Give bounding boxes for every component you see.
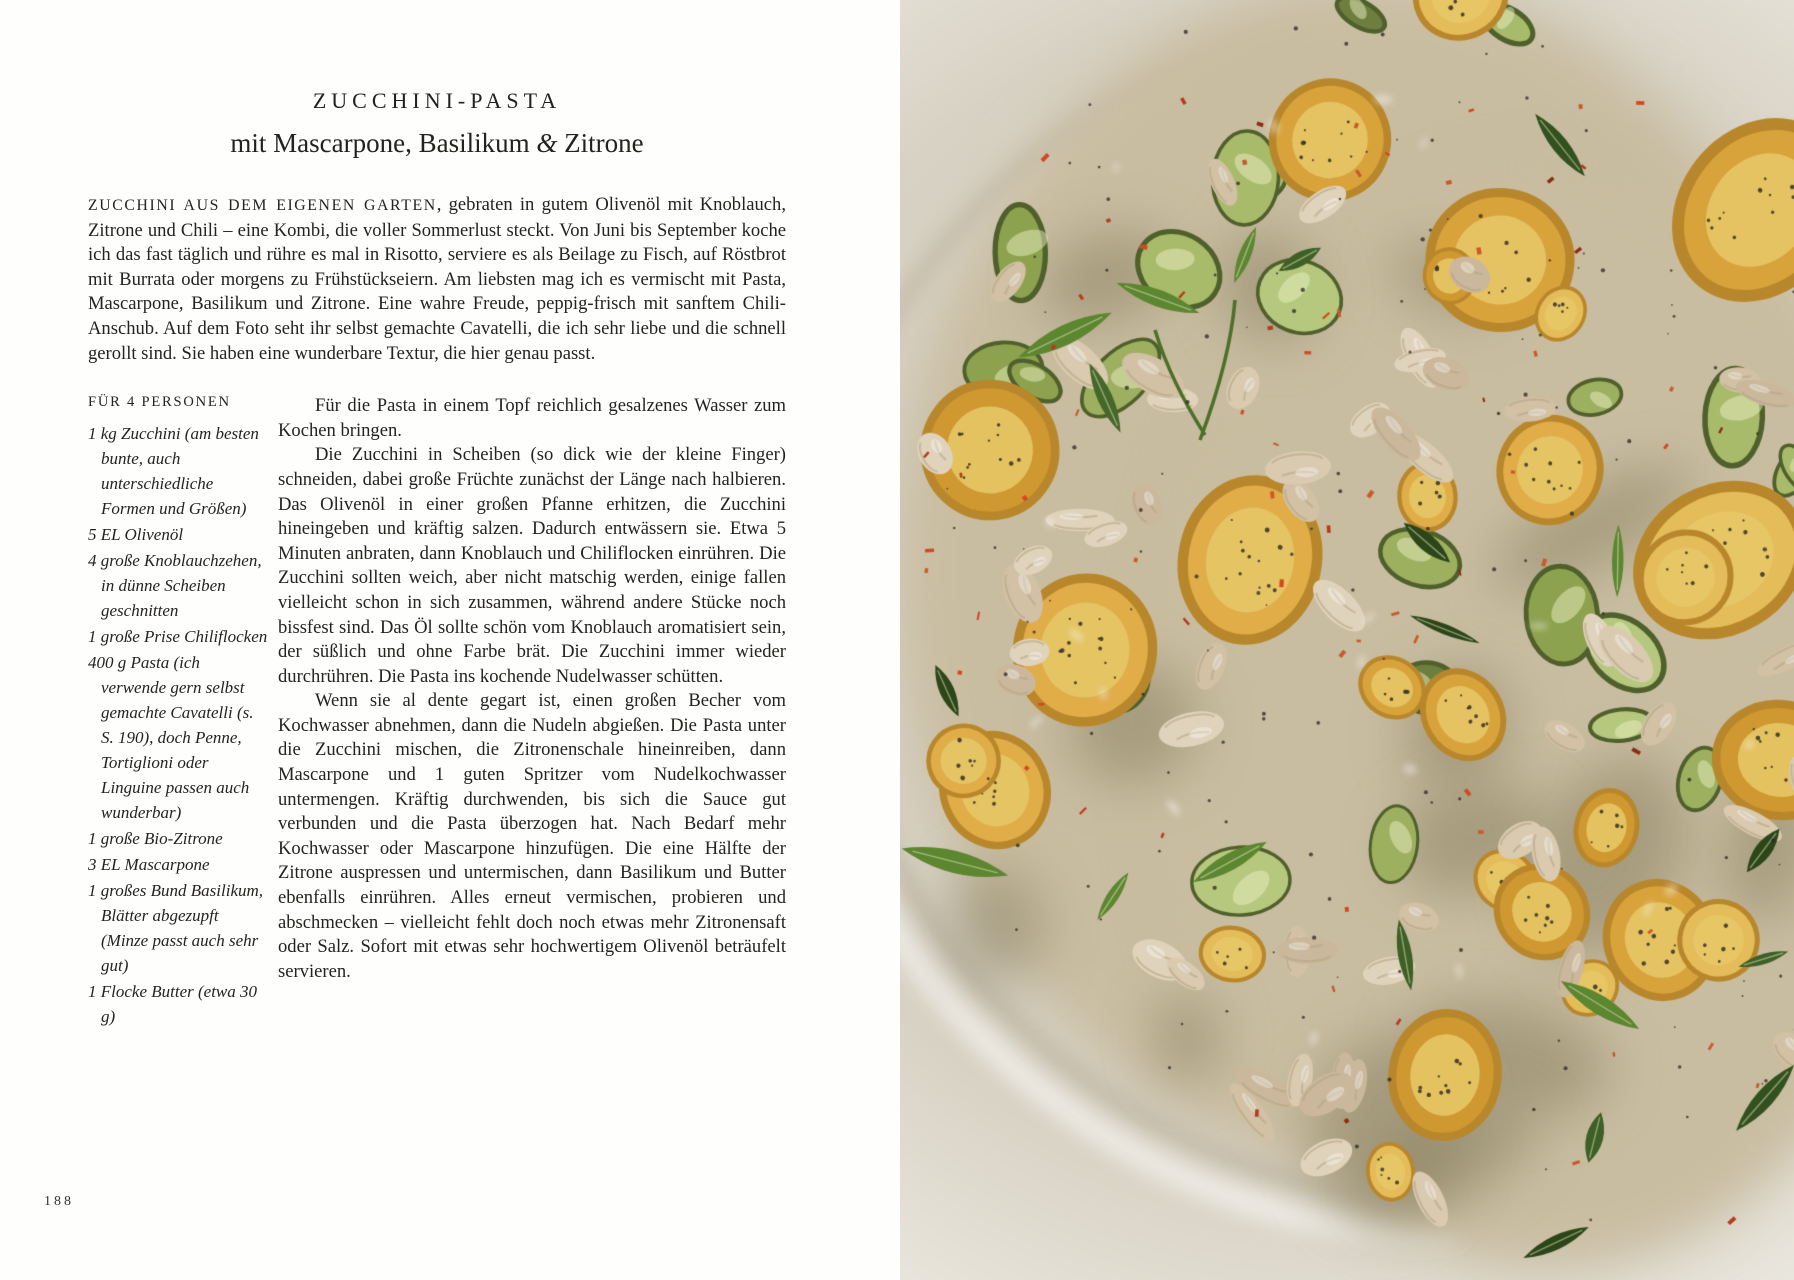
ingredient-item: 1 große Prise Chiliflocken (88, 627, 268, 647)
ingredient-item: 400 g Pasta (ich verwende gern selbst gemachte Cavatelli (s. S. 190), doch Penne, Tortiglioni oder Linguine passen auch wunderbar) (88, 653, 254, 823)
title-block (88, 88, 786, 159)
intro-paragraph (88, 193, 786, 366)
recipe-title: ZUCCHINI-PASTA (312, 88, 562, 113)
recipe-columns (88, 394, 786, 1030)
recipe-content (0, 88, 900, 1030)
ingredient-item: 5 EL Olivenöl (88, 525, 184, 545)
intro-lead: ZUCCHINI AUS DEM EIGENEN GARTEN (88, 197, 437, 214)
page-number: 188 (44, 1194, 74, 1209)
dish-photo (900, 0, 1794, 1280)
zucchini-pasta-photo (900, 0, 1794, 1280)
ingredient-item: 1 großes Bund Basilikum, Blätter abgezupft (Minze passt auch sehr gut) (88, 881, 264, 976)
subtitle-ampersand: & (536, 128, 558, 158)
subtitle-pre: mit Mascarpone, Basilikum (230, 128, 537, 158)
instructions (278, 394, 786, 1030)
serves-heading: FÜR 4 PERSONEN (88, 394, 231, 411)
ingredient-item: 1 kg Zucchini (am besten bunte, auch unterschiedliche Formen und Größen) (88, 424, 259, 519)
instruction-paragraph: Die Zucchini in Scheiben (so dick wie der kleine Finger) schneiden, dabei große Früchte zunächst der Länge nach halbieren. Das Olivenöl in einer großen Pfanne erhitzen, die Zucchini hineingeben und kräftig salzen. Dadurch entwässern sie. Etwa 5 Minuten anbraten, dann Knoblauch und Chiliflocken einrühren. Die Zucchini sollten weich, aber nicht matschig werden, einige fallen vielleicht schon in sich zusammen, während andere Stücke noch bissfest sind. Das Öl sollte schön vom Knoblauch aromatisiert sein, der süßlich und ohne Farbe brät. Die Zucchini immer wieder durchrühren. Die Pasta ins kochende Nudelwasser schütten. (278, 444, 786, 687)
recipe-subtitle (88, 128, 786, 159)
ingredient-item: 1 große Bio-Zitrone (88, 829, 223, 849)
ingredients-column (88, 394, 278, 1030)
subtitle-post: Zitrone (557, 128, 644, 158)
ingredient-item: 4 große Knoblauchzehen, in dünne Scheiben geschnitten (88, 551, 262, 621)
ingredient-item: 1 Flocke Butter (etwa 30 g) (88, 982, 258, 1027)
ingredient-item: 3 EL Mascarpone (88, 855, 210, 875)
intro-rest: , gebraten in gutem Olivenöl mit Knoblauch, Zitrone und Chili – eine Kombi, die voller Sommerlust steckt. Von Juni bis September koche ich das fast täglich und rühre es mal in Risotto, serviere es als Beilage zu Fisch, auf Röstbrot mit Burrata oder morgens zu Frühstückseiern. Am liebsten mag ich es vermischt mit Pasta, Mascarpone, Basilikum und Zitrone. Eine wahre Freude, peppig-frisch mit sanftem Chili-Anschub. Auf dem Foto seht ihr selbst gemachte Cavatelli, die ich sehr liebe und die schnell gerollt sind. Sie haben eine wunderbare Textur, die hier genau passt. (88, 194, 786, 364)
instruction-paragraph: Für die Pasta in einem Topf reichlich gesalzenes Wasser zum Kochen bringen. (278, 395, 786, 441)
instruction-paragraph: Wenn sie al dente gegart ist, einen großen Becher vom Kochwasser abnehmen, dann die Nudeln abgießen. Die Pasta unter die Zucchini mischen, die Zitronenschale hineinreiben, dann Mascarpone und 1 guten Spritzer vom Nudelkochwasser untermengen. Kräftig durchwenden, bis sich die Sauce gut verbunden und die Pasta überzogen hat. Nach Bedarf mehr Kochwasser oder Mascarpone hinzufügen. Die eine Hälfte der Zitrone auspressen und untermischen, dann Basilikum und Butter ebenfalls einrühren. Alles erneut vermischen, probieren und abschmecken – vielleicht fehlt doch noch etwas mehr Zitronensaft oder Salz. Sofort mit etwas sehr hochwertigem Olivenöl beträufelt servieren. (278, 690, 786, 982)
